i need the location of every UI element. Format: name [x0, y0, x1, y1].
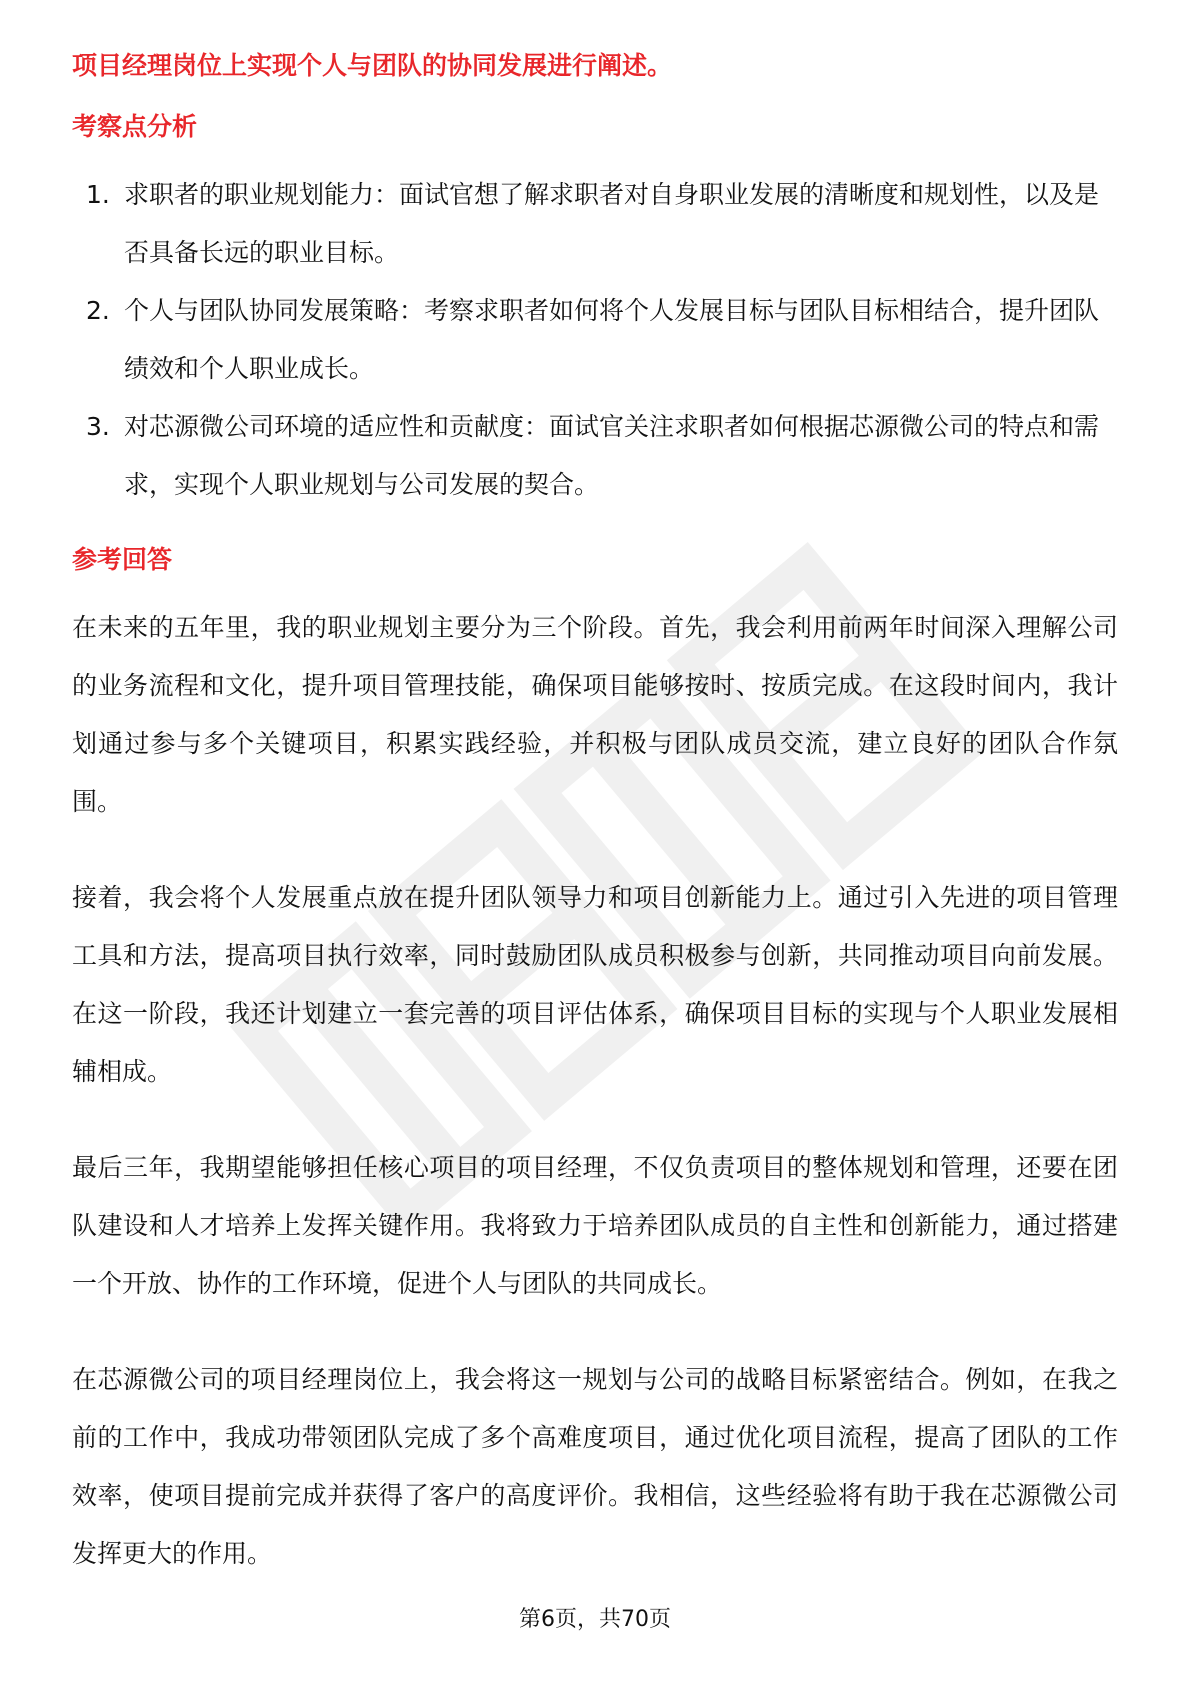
list-item-text: 个人与团队协同发展策略：考察求职者如何将个人发展目标与团队目标相结合，提升团队绩效和个人职业成长。: [124, 296, 1100, 383]
list-item-number: 3.: [86, 412, 110, 441]
answer-paragraph: 在芯源微公司的项目经理岗位上，我会将这一规划与公司的战略目标紧密结合。例如，在我之前的工作中，我成功带领团队完成了多个高难度项目，通过优化项目流程，提高了团队的工作效率，使项目提前完成并获得了客户的高度评价。我相信，这些经验将有助于我在芯源微公司发挥更大的作用。: [72, 1365, 1118, 1568]
answer-heading: 参考回答: [72, 545, 173, 574]
list-item: [72, 166, 1118, 282]
list-item-number: 2.: [86, 296, 110, 325]
list-item-text: 对芯源微公司环境的适应性和贡献度：面试官关注求职者如何根据芯源微公司的特点和需求，实现个人职业规划与公司发展的契合。: [124, 412, 1100, 499]
answer-paragraph: 接着，我会将个人发展重点放在提升团队领导力和项目创新能力上。通过引入先进的项目管理工具和方法，提高项目执行效率，同时鼓励团队成员积极参与创新，共同推动项目向前发展。在这一阶段，我还计划建立一套完善的项目评估体系，确保项目目标的实现与个人职业发展相辅相成。: [72, 883, 1118, 1086]
page-number-footer: 第6页，共70页: [519, 1607, 671, 1632]
answer-paragraph: 在未来的五年里，我的职业规划主要分为三个阶段。首先，我会利用前两年时间深入理解公司的业务流程和文化，提升项目管理技能，确保项目能够按时、按质完成。在这段时间内，我计划通过参与多个关键项目，积累实践经验，并积极与团队成员交流，建立良好的团队合作氛围。: [72, 613, 1118, 816]
document-body: [72, 48, 1118, 1583]
list-item-text: 求职者的职业规划能力：面试官想了解求职者对自身职业发展的清晰度和规划性，以及是否具备长远的职业目标。: [124, 180, 1100, 267]
question-title: 项目经理岗位上实现个人与团队的协同发展进行阐述。: [72, 51, 673, 80]
analysis-heading: 考察点分析: [72, 112, 198, 141]
list-item: [72, 398, 1118, 514]
list-item-number: 1.: [86, 180, 110, 209]
answer-paragraph: 最后三年，我期望能够担任核心项目的项目经理，不仅负责项目的整体规划和管理，还要在团队建设和人才培养上发挥关键作用。我将致力于培养团队成员的自主性和创新能力，通过搭建一个开放、协作的工作环境，促进个人与团队的共同成长。: [72, 1153, 1118, 1298]
analysis-point-list: [72, 166, 1118, 514]
list-item: [72, 282, 1118, 398]
